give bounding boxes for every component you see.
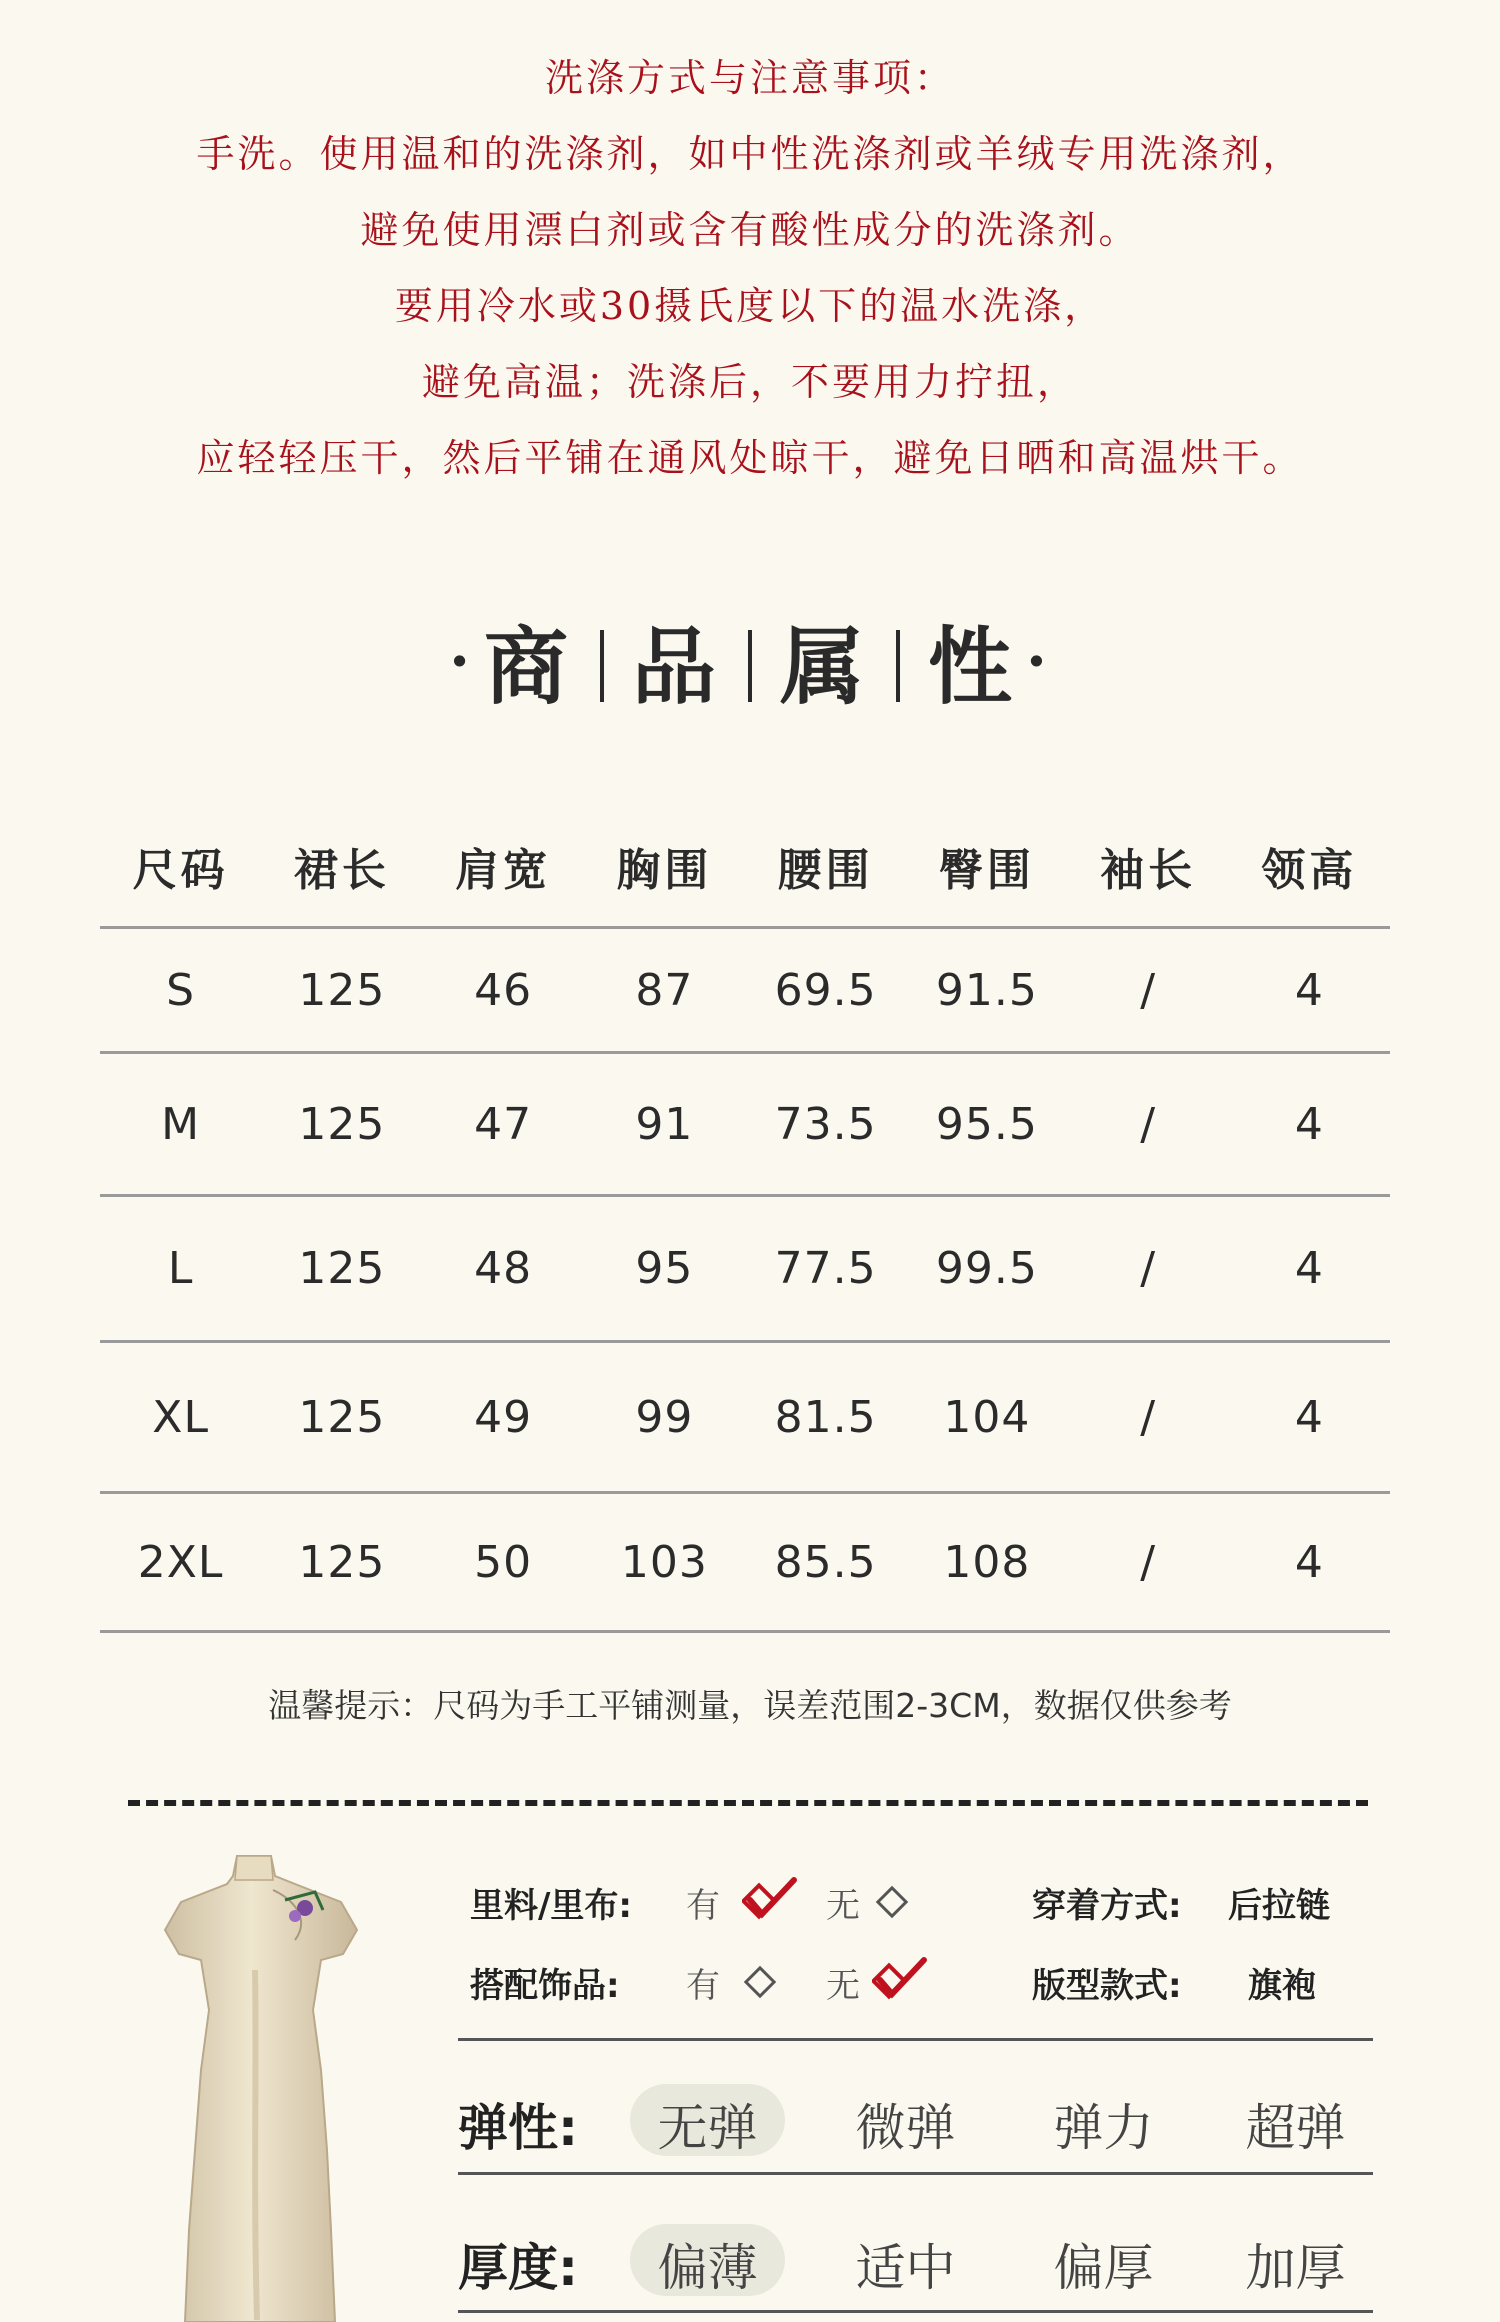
table-cell: 85.5	[745, 1493, 906, 1632]
table-cell: 47	[423, 1053, 584, 1196]
dot-decoration: ·	[1026, 627, 1051, 697]
elasticity-option-none[interactable]: 无弹	[657, 2099, 758, 2157]
table-cell: 4	[1229, 1196, 1390, 1342]
title-char: 属	[780, 617, 869, 716]
table-cell: 4	[1229, 928, 1390, 1053]
table-cell: 4	[1229, 1342, 1390, 1493]
divider	[600, 630, 604, 702]
title-char: 品	[631, 617, 720, 716]
care-instructions	[0, 40, 1500, 496]
lining-label: 里料/里布:	[470, 1886, 633, 1926]
table-cell: M	[100, 1053, 261, 1196]
table-cell: 99.5	[906, 1196, 1067, 1342]
table-cell: 69.5	[745, 928, 906, 1053]
table-cell: 4	[1229, 1493, 1390, 1632]
table-cell: 4	[1229, 1053, 1390, 1196]
table-row	[100, 928, 1390, 1053]
table-cell: /	[1068, 1053, 1229, 1196]
style-value: 旗袍	[1248, 1966, 1316, 2006]
title-char: 性	[928, 617, 1017, 716]
table-header-row	[100, 806, 1390, 928]
care-line: 应轻轻压干，然后平铺在通风处晾干，避免日晒和高温烘干。	[196, 436, 1304, 480]
table-cell: 95	[584, 1196, 745, 1342]
thickness-label: 厚度:	[458, 2239, 578, 2297]
column-header: 臀围	[906, 806, 1067, 928]
table-cell: 125	[261, 1342, 422, 1493]
accessory-no-checked-icon[interactable]	[872, 1956, 928, 2006]
table-cell: 91.5	[906, 928, 1067, 1053]
accessory-yes-unchecked-icon[interactable]	[742, 1964, 778, 2000]
thickness-option-thick[interactable]: 偏厚	[1053, 2239, 1154, 2297]
care-line: 避免使用漂白剂或含有酸性成分的洗涤剂。	[360, 208, 1140, 252]
style-label: 版型款式:	[1032, 1966, 1182, 2006]
table-cell: 95.5	[906, 1053, 1067, 1196]
dashed-divider	[128, 1800, 1368, 1806]
divider	[748, 630, 752, 702]
table-row	[100, 1342, 1390, 1493]
table-row	[100, 1053, 1390, 1196]
column-header: 胸围	[584, 806, 745, 928]
accessory-no-option[interactable]: 无	[826, 1966, 860, 2006]
table-cell: 2XL	[100, 1493, 261, 1632]
divider	[458, 2038, 1373, 2041]
table-cell: 87	[584, 928, 745, 1053]
dot-decoration: ·	[449, 627, 474, 697]
column-header: 裙长	[261, 806, 422, 928]
table-cell: 104	[906, 1342, 1067, 1493]
table-cell: /	[1068, 1196, 1229, 1342]
wear-label: 穿着方式:	[1032, 1886, 1182, 1926]
column-header: 领高	[1229, 806, 1390, 928]
table-cell: 50	[423, 1493, 584, 1632]
accessory-yes-option[interactable]: 有	[686, 1966, 720, 2006]
lining-yes-checked-icon[interactable]	[742, 1876, 798, 1926]
wear-value: 后拉链	[1228, 1886, 1330, 1926]
divider	[896, 630, 900, 702]
table-cell: 46	[423, 928, 584, 1053]
size-table	[100, 806, 1390, 1633]
table-row	[100, 1493, 1390, 1632]
lining-no-unchecked-icon[interactable]	[874, 1884, 910, 1920]
table-cell: 125	[261, 1053, 422, 1196]
care-line: 手洗。使用温和的洗涤剂，如中性洗涤剂或羊绒专用洗涤剂，	[196, 132, 1304, 176]
divider	[458, 2310, 1373, 2313]
elasticity-option-elastic[interactable]: 弹力	[1053, 2099, 1154, 2157]
divider	[458, 2172, 1373, 2175]
table-row	[100, 1196, 1390, 1342]
table-cell: 48	[423, 1196, 584, 1342]
attributes-title	[0, 600, 1500, 721]
column-header: 尺码	[100, 806, 261, 928]
thickness-option-thin[interactable]: 偏薄	[657, 2239, 758, 2297]
table-cell: 81.5	[745, 1342, 906, 1493]
table-cell: 77.5	[745, 1196, 906, 1342]
table-cell: 99	[584, 1342, 745, 1493]
table-cell: 108	[906, 1493, 1067, 1632]
table-cell: 125	[261, 1493, 422, 1632]
column-header: 腰围	[745, 806, 906, 928]
table-cell: S	[100, 928, 261, 1053]
elasticity-option-super[interactable]: 超弹	[1245, 2099, 1346, 2157]
table-cell: /	[1068, 1493, 1229, 1632]
column-header: 肩宽	[423, 806, 584, 928]
care-title: 洗涤方式与注意事项：	[544, 56, 955, 100]
table-cell: 103	[584, 1493, 745, 1632]
dress-image	[145, 1850, 375, 2322]
elasticity-label: 弹性:	[458, 2099, 578, 2157]
accessory-label: 搭配饰品:	[470, 1966, 620, 2006]
thickness-option-extra-thick[interactable]: 加厚	[1245, 2239, 1346, 2297]
lining-no-option[interactable]: 无	[826, 1886, 860, 1926]
table-cell: XL	[100, 1342, 261, 1493]
table-cell: L	[100, 1196, 261, 1342]
table-cell: /	[1068, 928, 1229, 1053]
thickness-option-medium[interactable]: 适中	[855, 2239, 956, 2297]
measurement-tip: 温馨提示：尺码为手工平铺测量，误差范围2-3CM，数据仅供参考	[268, 1686, 1232, 1725]
column-header: 袖长	[1068, 806, 1229, 928]
lining-yes-option[interactable]: 有	[686, 1886, 720, 1926]
table-cell: 91	[584, 1053, 745, 1196]
title-char: 商	[483, 617, 572, 716]
care-line: 避免高温；洗涤后，不要用力拧扭，	[421, 360, 1078, 404]
table-cell: 125	[261, 1196, 422, 1342]
table-cell: 125	[261, 928, 422, 1053]
elasticity-option-slight[interactable]: 微弹	[855, 2099, 956, 2157]
table-cell: 49	[423, 1342, 584, 1493]
table-cell: 73.5	[745, 1053, 906, 1196]
table-cell: /	[1068, 1342, 1229, 1493]
care-line: 要用冷水或30摄氏度以下的温水洗涤，	[394, 284, 1106, 328]
